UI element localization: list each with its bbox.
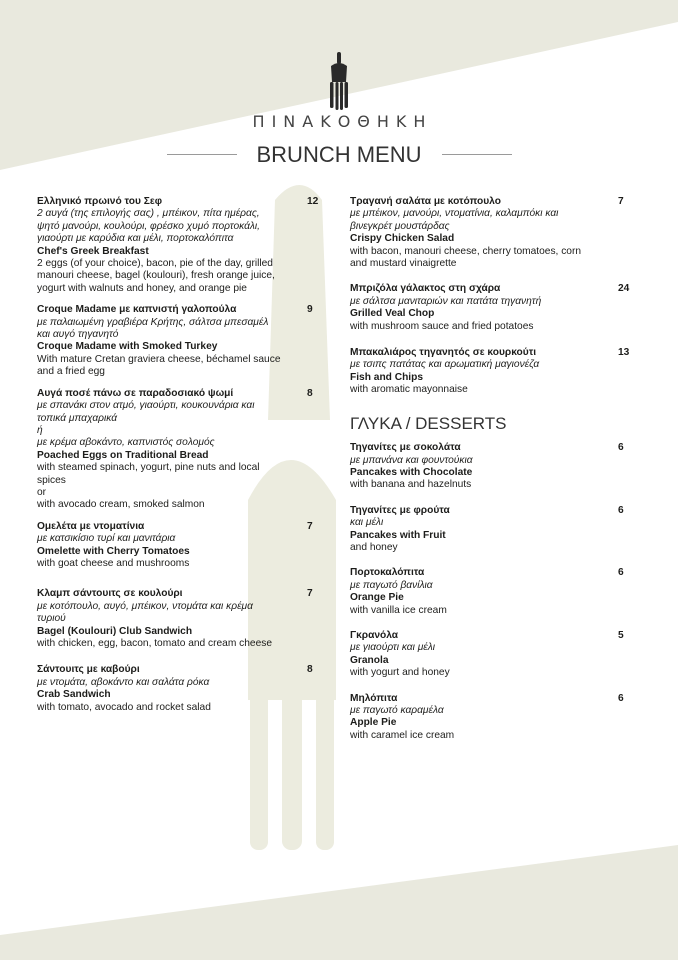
item-price: 7 xyxy=(618,196,624,207)
item-greek-description: και αυγό τηγανητό xyxy=(37,329,119,341)
item-english-name: Granola xyxy=(350,654,389,666)
item-greek-description: με ντομάτα, αβοκάντο και σαλάτα ρόκα xyxy=(37,676,210,688)
title-rule-right xyxy=(442,154,512,155)
item-english-description: with aromatic mayonnaise xyxy=(350,384,468,396)
item-price: 6 xyxy=(618,504,624,516)
menu-item xyxy=(350,196,638,270)
item-price: 8 xyxy=(307,387,313,399)
menu-title: BRUNCH MENU xyxy=(256,142,422,167)
item-greek-description: ψητό μανούρι, κουλούρι, φρέσκο χυμό πορτοκάλι, xyxy=(37,220,260,232)
item-english-description: or xyxy=(37,486,47,498)
item-price: 7 xyxy=(307,588,313,600)
item-english-name: Pancakes with Chocolate xyxy=(350,466,473,478)
item-greek-name: Ελληνικό πρωινό του Σεφ xyxy=(37,196,162,207)
item-price: 6 xyxy=(618,567,624,579)
item-greek-description: με κρέμα αβοκάντο, καπνιστός σολομός xyxy=(37,437,215,449)
item-english-description: with chicken, egg, bacon, tomato and cream cheese xyxy=(37,638,273,649)
item-price: 6 xyxy=(618,442,624,454)
item-greek-description: 2 αυγά (της επιλογής σας) , μπέικον, πίτα ημέρας, xyxy=(37,208,260,220)
item-english-description: and mustard vinaigrette xyxy=(350,258,457,270)
item-greek-name: Αυγά ποσέ πάνω σε παραδοσιακό ψωμί xyxy=(37,387,234,399)
item-english-description: with mushroom sauce and fried potatoes xyxy=(350,320,534,332)
item-greek-name: Τραγανή σαλάτα με κοτόπουλο xyxy=(350,196,501,207)
item-english-name: Pancakes with Fruit xyxy=(350,529,446,541)
item-english-name: Bagel (Koulouri) Club Sandwich xyxy=(37,625,193,637)
item-price: 6 xyxy=(618,692,624,704)
item-english-description: with avocado cream, smoked salmon xyxy=(37,499,205,511)
item-english-description: manouri cheese, bagel (koulouri), fresh orange juice, xyxy=(37,270,275,282)
item-price: 7 xyxy=(307,520,313,532)
item-english-description: and honey xyxy=(350,541,398,553)
item-greek-name: Τηγανίτες με φρούτα xyxy=(350,504,450,516)
item-price: 8 xyxy=(307,664,313,676)
item-greek-description: με γιαούρτι και μέλι xyxy=(350,642,436,654)
menu-title-row xyxy=(0,142,678,170)
item-english-description: with yogurt and honey xyxy=(350,667,450,679)
right-menu-column xyxy=(350,196,638,742)
item-greek-description: με κατσικίσιο τυρί και μανιτάρια xyxy=(37,533,176,545)
item-greek-description: τυριού xyxy=(37,613,66,625)
item-price: 12 xyxy=(307,196,319,207)
item-english-description: spices xyxy=(37,474,66,486)
item-english-name: Poached Eggs on Traditional Bread xyxy=(37,449,209,461)
item-english-name: Chef's Greek Breakfast xyxy=(37,245,149,257)
item-greek-description: ή xyxy=(37,424,43,436)
item-greek-name: Ομελέτα με ντοματίνια xyxy=(37,520,145,532)
item-greek-name: Γκρανόλα xyxy=(350,629,399,641)
item-english-description: 2 eggs (of your choice), bacon, pie of the day, grilled xyxy=(37,258,273,270)
item-english-description: and a fried egg xyxy=(37,366,105,378)
item-english-description: with bacon, manouri cheese, cherry tomatoes, corn xyxy=(350,245,582,257)
item-english-description: with goat cheese and mushrooms xyxy=(37,557,190,569)
item-greek-description: με παγωτό καραμέλα xyxy=(350,705,444,716)
item-greek-name: Πορτοκαλόπιτα xyxy=(350,567,425,579)
menu-item xyxy=(350,567,638,617)
item-price: 9 xyxy=(307,304,313,316)
item-english-name: Omelette with Cherry Tomatoes xyxy=(37,545,190,557)
item-english-description: With mature Cretan graviera cheese, béchamel sauce xyxy=(37,353,281,365)
fork-icon xyxy=(326,52,352,110)
left-menu-column xyxy=(37,196,322,714)
menu-item xyxy=(37,388,322,512)
menu-item xyxy=(350,630,638,680)
menu-item xyxy=(350,505,638,555)
menu-item xyxy=(350,347,638,397)
item-price: 13 xyxy=(618,347,630,359)
item-english-name: Orange Pie xyxy=(350,592,404,604)
item-greek-description: με παγωτό βανίλια xyxy=(350,579,433,591)
item-greek-name: Κλαμπ σάντουιτς σε κουλούρι xyxy=(37,588,183,600)
menu-item xyxy=(350,693,638,743)
menu-item xyxy=(37,196,322,295)
item-greek-description: με τσιπς πατάτας και αρωματική μαγιονέζα xyxy=(350,359,540,371)
item-english-description: with tomato, avocado and rocket salad xyxy=(37,701,211,713)
item-english-name: Crab Sandwich xyxy=(37,689,111,701)
item-price: 5 xyxy=(618,629,624,641)
item-greek-description: με σπανάκι στον ατμό, γιαούρτι, κουκουνάρια και xyxy=(37,400,255,412)
item-price: 24 xyxy=(618,283,630,295)
menu-item xyxy=(37,304,322,378)
item-greek-name: Μηλόπιτα xyxy=(350,692,398,704)
item-english-description: with caramel ice cream xyxy=(350,729,455,741)
item-greek-name: Μπριζόλα γάλακτος στη σχάρα xyxy=(350,283,501,295)
item-english-description: yogurt with walnuts and honey, and orange pie xyxy=(37,282,247,294)
desserts-heading: ΓΛΥΚΑ / DESSERTS xyxy=(350,413,507,433)
item-greek-name: Croque Madame με καπνιστή γαλοπούλα xyxy=(37,304,237,316)
item-greek-name: Τηγανίτες με σοκολάτα xyxy=(350,442,461,454)
brand-name: ΠΙΝΑΚΟΘΗΚΗ xyxy=(252,112,433,131)
menu-item xyxy=(350,442,638,492)
menu-item xyxy=(37,588,322,650)
item-greek-description: γιαούρτι με καρύδια και μέλι, πορτοκαλόπιτα xyxy=(37,233,234,245)
item-greek-name: Σάντουιτς με καβούρι xyxy=(37,664,140,676)
item-english-name: Apple Pie xyxy=(350,717,397,729)
item-english-description: with banana and hazelnuts xyxy=(350,479,472,491)
item-greek-description: με παλαιωμένη γραβιέρα Κρήτης, σάλτσα μπεσαμέλ xyxy=(37,316,269,328)
item-english-name: Crispy Chicken Salad xyxy=(350,233,455,245)
menu-item xyxy=(350,283,638,333)
item-greek-description: τοπικά μπαχαρικά xyxy=(37,412,118,424)
item-english-name: Grilled Veal Chop xyxy=(350,308,435,320)
item-greek-description: με μπανάνα και φουντούκια xyxy=(350,454,473,466)
item-greek-name: Μπακαλιάρος τηγανητός σε κουρκούτι xyxy=(350,347,537,359)
item-greek-description: με μπέικον, μανούρι, ντοματίνια, καλαμπόκι και xyxy=(350,208,559,220)
item-greek-description: με σάλτσα μανιταριών και πατάτα τηγανητή xyxy=(350,295,542,307)
item-greek-description: βινεγκρέτ μουστάρδας xyxy=(350,220,450,232)
menu-item xyxy=(37,664,322,714)
item-english-name: Croque Madame with Smoked Turkey xyxy=(37,341,218,353)
menu-item xyxy=(37,521,322,571)
item-english-description: with steamed spinach, yogurt, pine nuts and local xyxy=(37,462,260,474)
item-english-name: Fish and Chips xyxy=(350,371,424,383)
item-greek-description: και μέλι xyxy=(350,517,384,529)
item-greek-description: με κοτόπουλο, αυγό, μπέικον, ντομάτα και κρέμα xyxy=(37,600,253,612)
item-english-description: with vanilla ice cream xyxy=(350,604,447,616)
